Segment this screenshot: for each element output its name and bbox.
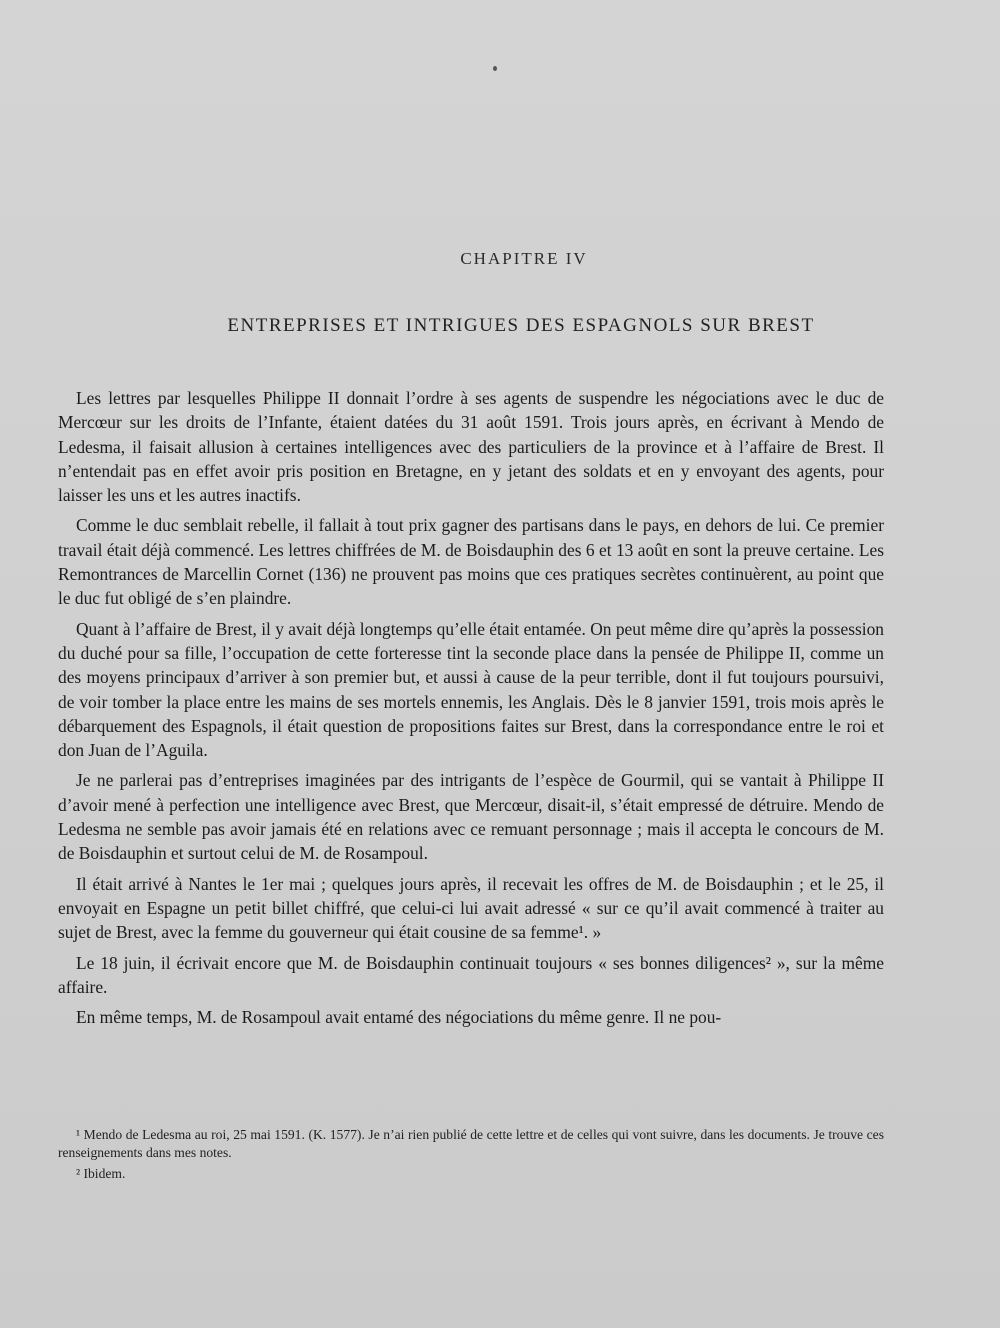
chapter-heading: CHAPITRE IV [460,249,588,268]
paragraph-1: Les lettres par lesquelles Philippe II donnait l’ordre à ses agents de suspendre les négociations avec le duc de Mercœur sur les droits de l’Infante, étaient datées du 31 août 1591. Trois jours après, en écrivant à Mendo de Ledesma, il faisait allusion à certaines intelligences avec des particuliers de la province et à l’affaire de Brest. Il n’entendait pas en effet avoir pris position en Bretagne, en y jetant des soldats et en y envoyant des agents, pour laisser les uns et les autres inactifs. [58,388,884,506]
paragraph-4: Je ne parlerai pas d’entreprises imaginées par des intrigants de l’espèce de Gourmil, qui se vantait à Philippe II d’avoir mené à perfection une intelligence avec Brest, que Mercœur, disait-il, s’était empressé de détruire. Mendo de Ledesma ne semble pas avoir jamais été en relations avec ce remuant personnage ; mais il accepta le concours de M. de Boisdauphin et surtout celui de M. de Rosampoul. [58,770,884,864]
paragraph-3: Quant à l’affaire de Brest, il y avait déjà longtemps qu’elle était entamée. On peut même dire qu’après la possession du duché pour sa fille, l’occupation de cette forteresse tint la seconde place dans la pensée de Philippe II, comme un des moyens principaux d’arriver à son premier but, et aussi à cause de la peur terrible, dont il fut toujours poursuivi, de voir tomber la place entre les mains de ses mortels ennemis, les Anglais. Dès le 8 janvier 1591, trois mois après le débarquement des Espagnols, il était question de propositions faites sur Brest, dans la correspondance entre le roi et don Juan de l’Aguila. [58,618,884,761]
paragraph-7: En même temps, M. de Rosampoul avait entamé des négociations du même genre. Il ne pou- [76,1007,722,1028]
footnote-1: ¹ Mendo de Ledesma au roi, 25 mai 1591. (K. 1577). Je n’ai rien publié de cette lettre et de celles qui vont suivre, dans les documents. Je trouve ces renseignements dans mes notes. [58,1127,884,1160]
paragraph-2: Comme le duc semblait rebelle, il fallait à tout prix gagner des partisans dans le pays, en dehors de lui. Ce premier travail était déjà commencé. Les lettres chiffrées de M. de Boisdauphin des 6 et 13 août en sont la preuve certaine. Les Remontrances de Marcellin Cornet (136) ne prouvent pas moins que ces pratiques secrètes continuèrent, au point que le duc fut obligé de s’en plaindre. [58,515,884,609]
paragraph-6: Le 18 juin, il écrivait encore que M. de Boisdauphin continuait toujours « ses bonnes diligences² », sur la même affaire. [58,952,884,997]
ink-speck [493,66,497,71]
footnote-2: ² Ibidem. [76,1166,126,1181]
paragraph-5: Il était arrivé à Nantes le 1er mai ; quelques jours après, il recevait les offres de M. de Boisdauphin ; et le 25, il envoyait en Espagne un petit billet chiffré, que celui-ci lui avait adressé « sur ce qu’il avait commencé à traiter au sujet de Brest, avec la femme du gouverneur qui était cousine de sa femme¹. » [58,873,884,943]
main-text [58,386,884,1035]
footnotes [58,1126,884,1183]
chapter-title: ENTREPRISES ET INTRIGUES DES ESPAGNOLS SUR BREST [227,315,815,336]
